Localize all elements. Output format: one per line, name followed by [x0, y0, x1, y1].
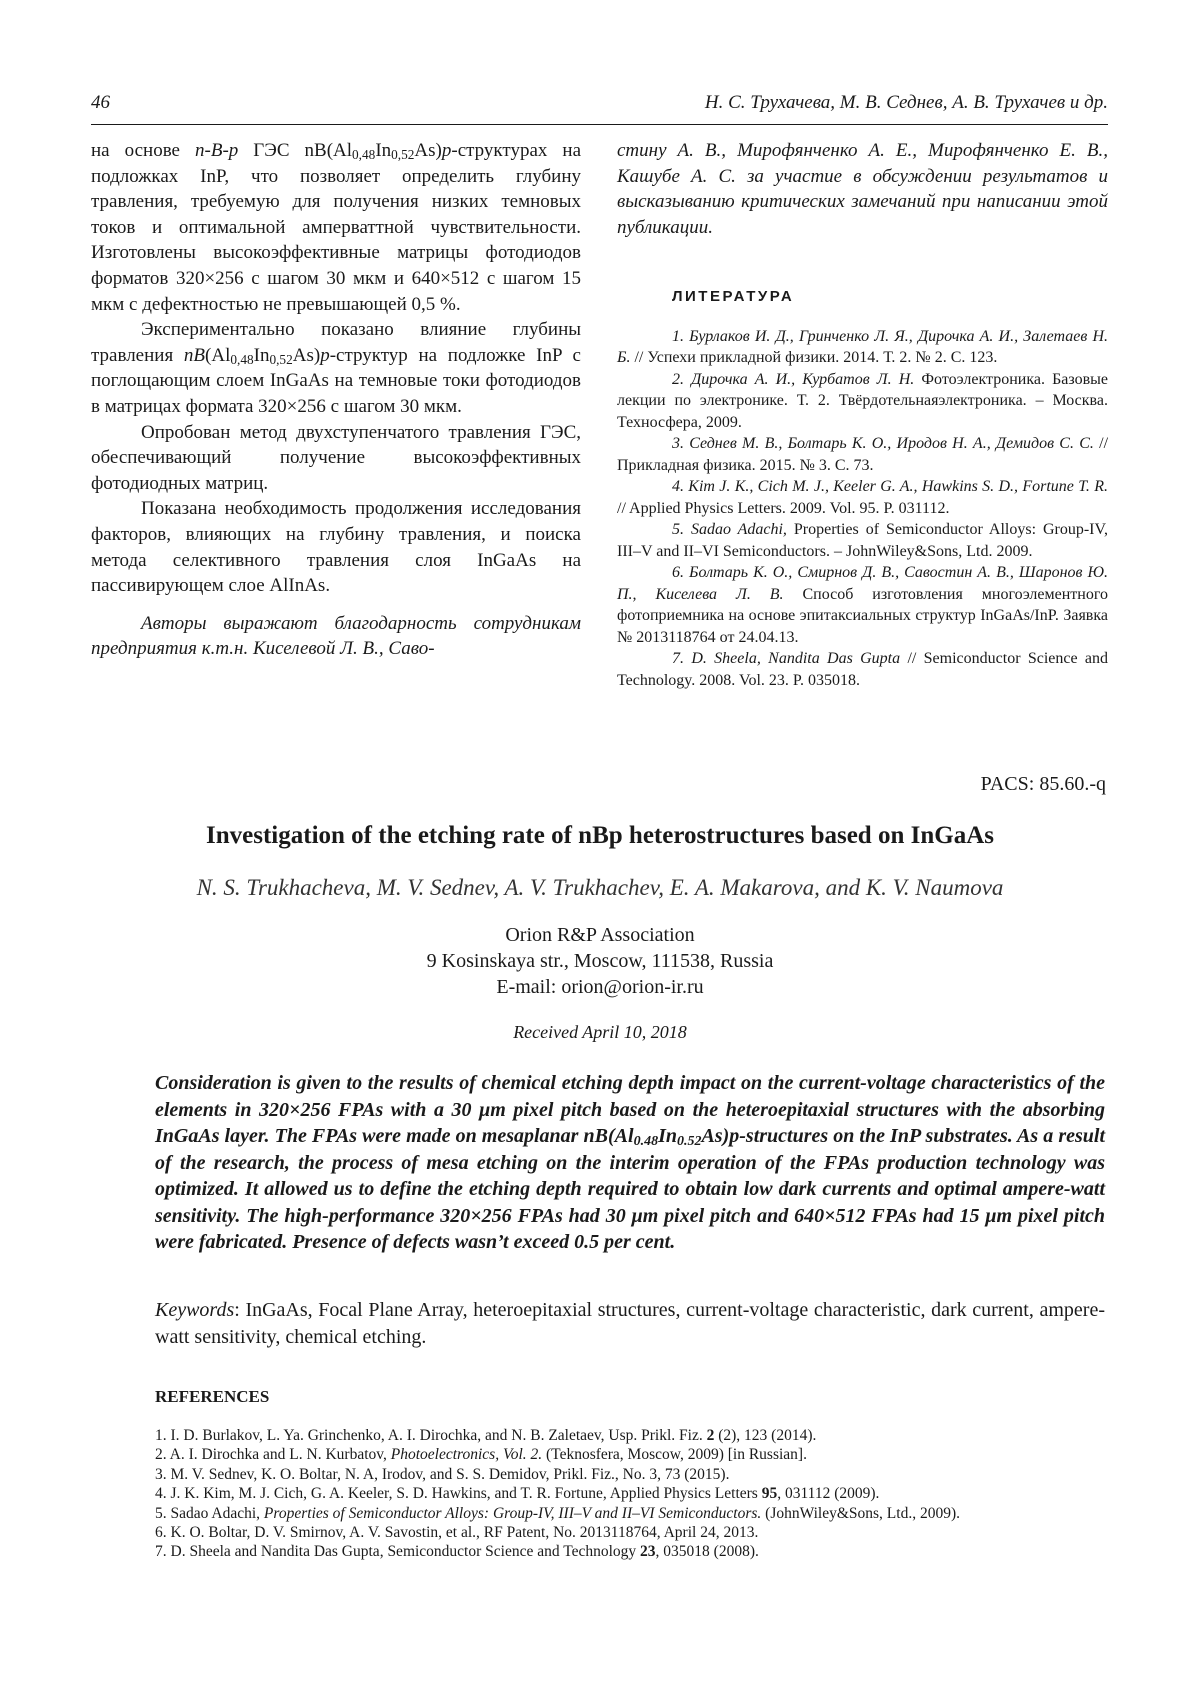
received-date: Received April 10, 2018 — [513, 1022, 687, 1042]
reference-item: 2. A. I. Dirochka and L. N. Kurbatov, Photoelectronics, Vol. 2. (Teknosfera, Moscow, 2009) [in Russian]. — [155, 1446, 807, 1464]
header-rule — [91, 124, 1108, 125]
literature-item: 1. Бурлаков И. Д., Гринченко Л. Я., Дирочка А. И., Залетаев Н. Б. // Успехи прикладной физики. 2014. Т. 2. № 2. С. 123. — [617, 327, 1108, 367]
acknowledgement-end: стину А. В., Мирофянченко А. Е., Мирофянченко Е. В., Кашубе А. С. за участие в обсуждении результатов и высказыванию критических замечаний при написании этой публикации. — [617, 140, 1108, 238]
page-number: 46 — [91, 92, 110, 113]
left-paragraph-2: Экспериментально показано влияние глубины травления $nB(Al_{0,48}In_{0,52}As)p$-структур на подложке InP с поглощающим слоем InGaAs на темновые токи фотодиодов в матрицах формата 320×256 с шагом 30 мкм. — [91, 319, 581, 417]
reference-item: 6. K. O. Boltar, D. V. Smirnov, A. V. Savostin, et al., RF Patent, No. 2013118764, April 24, 2013. — [155, 1524, 759, 1542]
english-title: Investigation of the etching rate of nBp heterostructures based on InGaAs — [206, 822, 994, 849]
literature-item: 3. Седнев М. В., Болтарь К. О., Иродов Н. А., Демидов С. С. // Прикладная физика. 2015. № 3. С. 73. — [617, 435, 1109, 474]
pacs-code: PACS: 85.60.-q — [980, 773, 1106, 795]
address: 9 Kosinskaya str., Moscow, 111538, Russia — [426, 950, 774, 972]
keywords-label: Keywords — [155, 1299, 235, 1321]
acknowledgement-start: Авторы выражают благодарность сотрудникам предприятия к.т.н. Киселевой Л. В., Саво- — [91, 612, 581, 660]
literature-item: 4. Kim J. K., Cich M. J., Keeler G. A., Hawkins S. D., Fortune T. R. // Applied Physics Letters. 2009. Vol. 95. P. 031112. — [617, 478, 1108, 517]
left-paragraph-3: Опробован метод двухступенчатого травления ГЭС, обеспечивающий получение высокоэффективных фотодиодных матриц. — [91, 421, 581, 494]
literature-item: 5. Sadao Adachi, Properties of Semiconductor Alloys: Group-IV, III–V and II–VI Semiconductors. – JohnWiley&Sons, Ltd. 2009. — [617, 521, 1109, 560]
reference-item: 7. D. Sheela and Nandita Das Gupta, Semiconductor Science and Technology 23, 035018 (2008). — [155, 1543, 759, 1561]
left-column — [91, 138, 581, 662]
reference-item: 4. J. K. Kim, M. J. Cich, G. A. Keeler, S. D. Hawkins, and T. R. Fortune, Applied Physics Letters 95, 031112 (2009). — [155, 1485, 880, 1503]
literature-item: 6. Болтарь К. О., Смирнов Д. В., Савостин А. В., Шаронов Ю. П., Киселева Л. В. Способ изготовления многоэлементного фотоприемника на основе эпитаксиальных структур InGaAs/InP. Заявка № 2013118764 от 24.04.13. — [617, 564, 1108, 646]
running-header-authors: Н. С. Трухачева, М. В. Седнев, А. В. Трухачев и др. — [704, 92, 1108, 113]
left-paragraph-4: Показана необходимость продолжения исследования факторов, влияющих на глубину травления, и поиска метода селективного травления слоя InGaAs на пассивирующем слое AlInAs. — [91, 498, 581, 597]
literature-item: 7. D. Sheela, Nandita Das Gupta // Semiconductor Science and Technology. 2008. Vol. 23. P. 035018. — [617, 650, 1109, 689]
left-paragraph-1: на основе n-B-p ГЭС $nB(Al_{0,48}In_{0,52}As)p$-структурах на подложках InP, что позволяет определить глубину травления, требуемую для получения низких темновых токов и оптимальной амперваттной чувствительности. Изготовлены высокоэффективные матрицы фотодиодов форматов 320×256 с шагом 30 мкм и 640×512 с шагом 15 мкм с дефектностью не превышающей 0,5 %. — [91, 140, 582, 315]
reference-item: 5. Sadao Adachi, Properties of Semiconductor Alloys: Group-IV, III–V and II–VI Semiconductors. (JohnWiley&Sons, Ltd., 2009). — [155, 1504, 960, 1522]
keywords-text: : InGaAs, Focal Plane Array, heteroepitaxial structures, current-voltage characteristic, dark current, ampere-watt sensitivity, chemical etching. — [155, 1299, 1105, 1348]
affiliation — [0, 922, 1200, 1000]
references-list — [155, 1426, 1115, 1562]
email: E-mail: orion@orion-ir.ru — [496, 976, 704, 998]
reference-item: 3. M. V. Sednev, K. O. Boltar, N. A, Irodov, and S. S. Demidov, Prikl. Fiz., No. 3, 73 (2015). — [155, 1465, 730, 1483]
keywords — [155, 1297, 1105, 1350]
literature-list — [617, 326, 1108, 692]
reference-item: 1. I. D. Burlakov, L. Ya. Grinchenko, A. I. Dirochka, and N. B. Zaletaev, Usp. Prikl. Fiz. 2 (2), 123 (2014). — [155, 1427, 817, 1444]
english-abstract: Consideration is given to the results of chemical etching depth impact on the current-voltage characteristics of the elements in 320×256 FPAs with a 30 μm pixel pitch based on the heteroepitaxial structures with the absorbing InGaAs layer. The FPAs were made on mesaplanar $nB(Al_{0.48}In_{0.52}As)p$-structures on the InP substrates. As a result of the research, the process of mesa etching on the interim operation of the FPAs production technology was optimized. It allowed us to define the etching depth required to obtain low dark currents and optimal ampere-watt sensitivity. The high-performance 320×256 FPAs had 30 μm pixel pitch and 640×512 FPAs had 15 μm pixel pitch were fabricated. Presence of defects wasn’t exceed 0.5 per cent. — [155, 1072, 1105, 1253]
organization: Orion R&P Association — [505, 924, 695, 946]
right-column — [617, 138, 1108, 691]
literature-item: 2. Дирочка А. И., Курбатов Л. Н. Фотоэлектроника. Базовые лекции по электронике. Т. 2. Твёрдотельнаяэлектроника. – Москва. Техносфера, 2009. — [617, 370, 1109, 431]
references-title: REFERENCES — [155, 1387, 270, 1406]
literature-title: ЛИТЕРАТУРА — [672, 288, 795, 306]
english-authors: N. S. Trukhacheva, M. V. Sednev, A. V. Trukhachev, E. A. Makarova, and K. V. Naumova — [196, 875, 1004, 900]
